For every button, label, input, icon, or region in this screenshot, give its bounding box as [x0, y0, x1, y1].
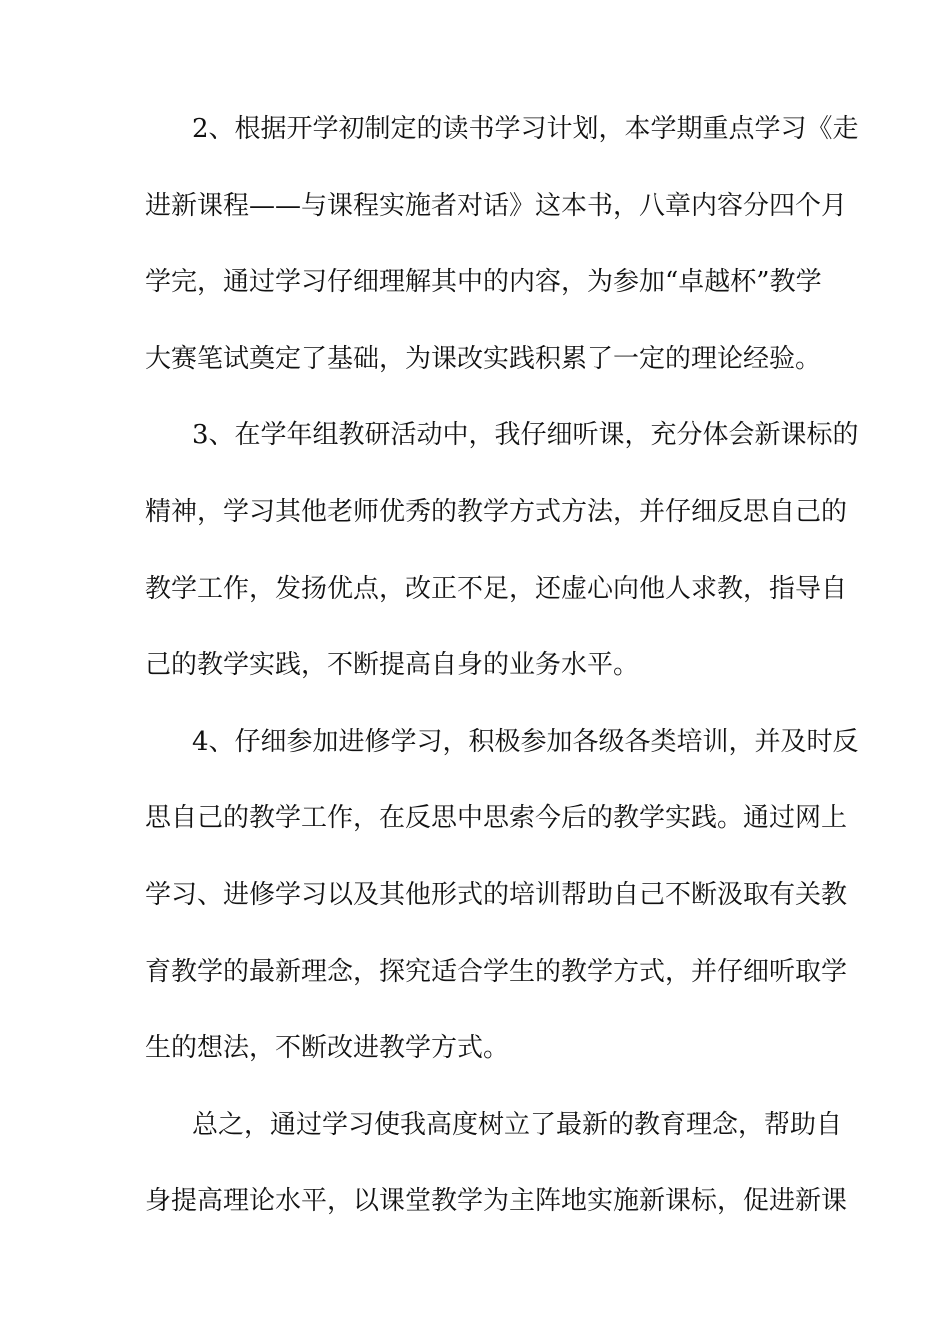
- paragraph-2-line-3: 学完，通过学习仔细理解其中的内容，为参加“卓越杯”教学: [145, 267, 822, 298]
- paragraph-4-line-3: 学习、进修学习以及其他形式的培训帮助自己不断汲取有关教: [145, 879, 848, 910]
- paragraph-3-line-3: 教学工作，发扬优点，改正不足，还虚心向他人求教，指导自: [145, 573, 848, 604]
- paragraph-2-line-2: 进新课程——与课程实施者对话》这本书，八章内容分四个月: [145, 190, 848, 221]
- paragraph-4-line-5: 生的想法，不断改进教学方式。: [145, 1033, 510, 1064]
- paragraph-3-line-4: 己的教学实践，不断提高自身的业务水平。: [145, 650, 640, 681]
- paragraph-4-line-2: 思自己的教学工作，在反思中思索今后的教学实践。通过网上: [145, 803, 848, 834]
- paragraph-2-line-1: 2、根据开学初制定的读书学习计划，本学期重点学习《走: [192, 114, 859, 144]
- document-body: [145, 103, 859, 1252]
- summary-line-2: 身提高理论水平，以课堂教学为主阵地实施新课标，促进新课: [145, 1186, 848, 1217]
- paragraph-4-line-4: 育教学的最新理念，探究适合学生的教学方式，并仔细听取学: [145, 956, 848, 987]
- paragraph-4-line-1: 4、仔细参加进修学习，积极参加各级各类培训，并及时反: [192, 726, 859, 757]
- paragraph-3-line-1: 3、在学年组教研活动中，我仔细听课，充分体会新课标的: [192, 420, 859, 451]
- summary-line-1: 总之，通过学习使我高度树立了最新的教育理念，帮助自: [192, 1109, 843, 1140]
- paragraph-3-line-2: 精神，学习其他老师优秀的教学方式方法，并仔细反思自己的: [145, 496, 848, 527]
- paragraph-2-line-4: 大赛笔试奠定了基础，为课改实践积累了一定的理论经验。: [145, 343, 822, 374]
